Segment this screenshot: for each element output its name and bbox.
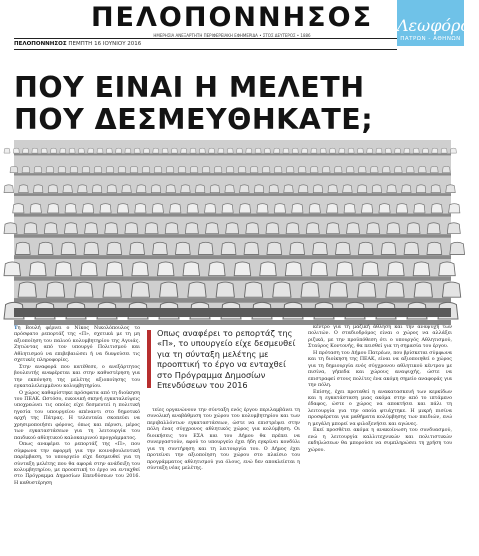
body-paragraph: Η πρόταση του Δήμου Πατρέων, που βρίσκεται σύμφωνα και τη διοίκηση της ΠΕΑΚ, είναι να αξιοποιηθεί ο χώρος για τη δημιουργία ενός σύγχρονου αθλητικού κέντρου με πισίνα, γήπεδα και χώρους αναψυχής, ώστε να επιστραφεί στους πολίτες ένα ακόμη σημείο αναφοράς για την πόλη.: [308, 350, 452, 389]
top-rule: [14, 38, 397, 39]
article-headline: [14, 72, 454, 136]
body-paragraph: Εκεί προσθέτει ακόμα η ανακοίνωση του συνδυασμού, ενώ η λειτουργία καλλιτεχνικών και πολιτιστικών εκδηλώσεων θα μπορούσε να συμπληρώσει τη χρήση του χώρου.: [308, 428, 452, 453]
body-column-2: [147, 408, 300, 473]
issue-date-label: ΠΕΜΠΤΗ: [68, 41, 93, 47]
section-rule: [14, 49, 397, 50]
body-paragraph: Όπως αναφέρει το ρεπορτάζ της «Π», που σύμφωνα την αφορμή για την κοινοβουλευτική παρέμβαση, το υπουργείο είχε δεσμευθεί για τη σύνταξη μελέτης που θα αφορά στην ανάδειξη του κολυμβητηρίου, με προοπτική το έργο να ενταχθεί στο Πρόγραμμα Δημοσίων Επενδύσεων του 2016. Η καθυστέρηση: [14, 442, 140, 486]
dropcap: Τ: [14, 325, 18, 331]
logo-name: Λεωφόρος: [397, 16, 479, 35]
body-paragraph: Τη Βουλή φέρνει ο Νίκος Νικολόπουλος το πρόσφατο ρεπορτάζ της «Π», σχετικά με τη μη αξιοποίηση του παλιού κολυμβητηρίου της Αγυιάς. Ζητώντας από τον υπουργό Πολιτισμού και Αθλητισμού να επιβεβαιώσει ή να διαψεύσει τις σχετικές πληροφορίες.: [14, 325, 140, 364]
section-paper-name: ΠΕΛΟΠΟΝΝΗΣΟΣ: [14, 41, 67, 47]
body-paragraph: Επίσης, έχει προταθεί η ανακατασκευή των κερκίδων και η εγκατάσταση μιας ακόμα στην από το ιπτάμενο έδαφος, ώστε ο χώρος να αποκτήσει και πάλι τη λειτουργία για την οποία φτιάχτηκε. Η μικρή πισίνα προσφέρεται για μαθήματα κολύμβησης των παιδιών, ενώ η μεγάλη μπορεί να φιλοξενήσει και αγώνες.: [308, 389, 452, 427]
body-paragraph: τείες οργανώνουν την σύνταξη ενός έργου περιλαμβάνει τη συνολική αναβάθμιση του χώρου του κολυμβητηρίου και των περιβαλλόντων εγκαταστάσεων, ώστε να επιστρέψει στην πόλη ένας σύγχρονος αθλητικός χώρος για κολύμβηση. Οι διοικήσεις του ΕΣΑ και του Δήμου θα πρέπει να συνεργαστούν, αφού το υπουργείο έχει ήδη εγκρίνει κονδύλι για τη συντήρηση και τη λειτουργία του. Ο Δήμος έχει προτείνει την αξιοποίηση του χώρου στο πλαίσιο του προγράμματος αθλητισμού για όλους, ενώ δεν αποκλείεται η σύνταξη νέας μελέτης.: [147, 408, 300, 472]
page-header-line: [14, 40, 141, 48]
leoforos-logo: [397, 0, 479, 46]
newspaper-subtitle: ΗΜΕΡΗΣΙΑ ΑΝΕΞΑΡΤΗΤΗ ΠΕΡΙΦΕΡΕΙΑΚΗ ΕΦΗΜΕΡΙΔΑ • ΣΤΟΣ ΔΕΥΤΕΡΟΣ • 1886: [153, 33, 311, 38]
body-paragraph: Στην αναφορά που κατέθεσε, ο ανεξάρτητος βουλευτής αναφέρεται και στην καθυστέρηση για την εκπόνηση της μελέτης αξιοποίησης του εγκαταλελειμμένου κολυμβητηρίου.: [14, 364, 140, 390]
stadium-seats-image: [14, 140, 451, 317]
headline-line-1: ΠΟΥ ΕΙΝΑΙ Η ΜΕΛΕΤΗ: [14, 71, 365, 104]
pull-quote-bar: [147, 330, 151, 388]
body-column-3: [308, 325, 452, 454]
pull-quote-text: Οπως αναφέρει το ρεπορτάζ της «Π», το υπουργείο είχε δεσμευθεί για τη σύνταξη μελέτης με προοπτική το έργο να ενταχθεί στο Πρόγραμμα Δημοσίων Επενδύσεων του 2016: [157, 328, 296, 391]
newspaper-title: ΠΕΛΟΠΟΝΝΗΣΟΣ: [90, 2, 374, 33]
body-paragraph: κέντρο για τη μαζική άθληση και την αναψυχή των πολιτών. Ο σταδιοδρόμος είναι ο χώρος να αλλάξει ριζικά, με την προϋπόθεση ότι ο υπουργός Αθλητισμού, Σταύρος Κοντονής, θα πεισθεί για τη σημασία του έργου.: [308, 325, 452, 350]
body-paragraph: Ο χώρος καθαρίστηκε πρόσφατα από τη διοίκηση του ΠΕΑΚ. Ωστόσο, εικονική σκηνή εγκαταλείψεις υποχρεώνει τις οποίες είχε δεσμευτεί η πολιτική ηγεσία του υπουργείου απέναντι στο δημοτικό αρχή της Πάτρας. Η τελευταία σκοπεύει να χρησιμοποιήσει φόρους, όπως και πέρυσι, μέρος των εγκαταστάσεων για τη λειτουργία του παιδικού αθλητικού καλοκαιρινού προγράμματος.: [14, 390, 140, 441]
article-photo: [14, 140, 451, 317]
body-column-1: [14, 325, 140, 487]
logo-subtitle: ΠΑΤΡΩΝ - ΑΘΗΝΩΝ: [400, 36, 461, 42]
headline-line-2: ΠΟΥ ΔΕΣΜΕΥΘΗΚΑΤΕ;: [14, 103, 374, 136]
issue-date: 16 ΙΟΥΝΙΟΥ 2016: [94, 41, 142, 47]
